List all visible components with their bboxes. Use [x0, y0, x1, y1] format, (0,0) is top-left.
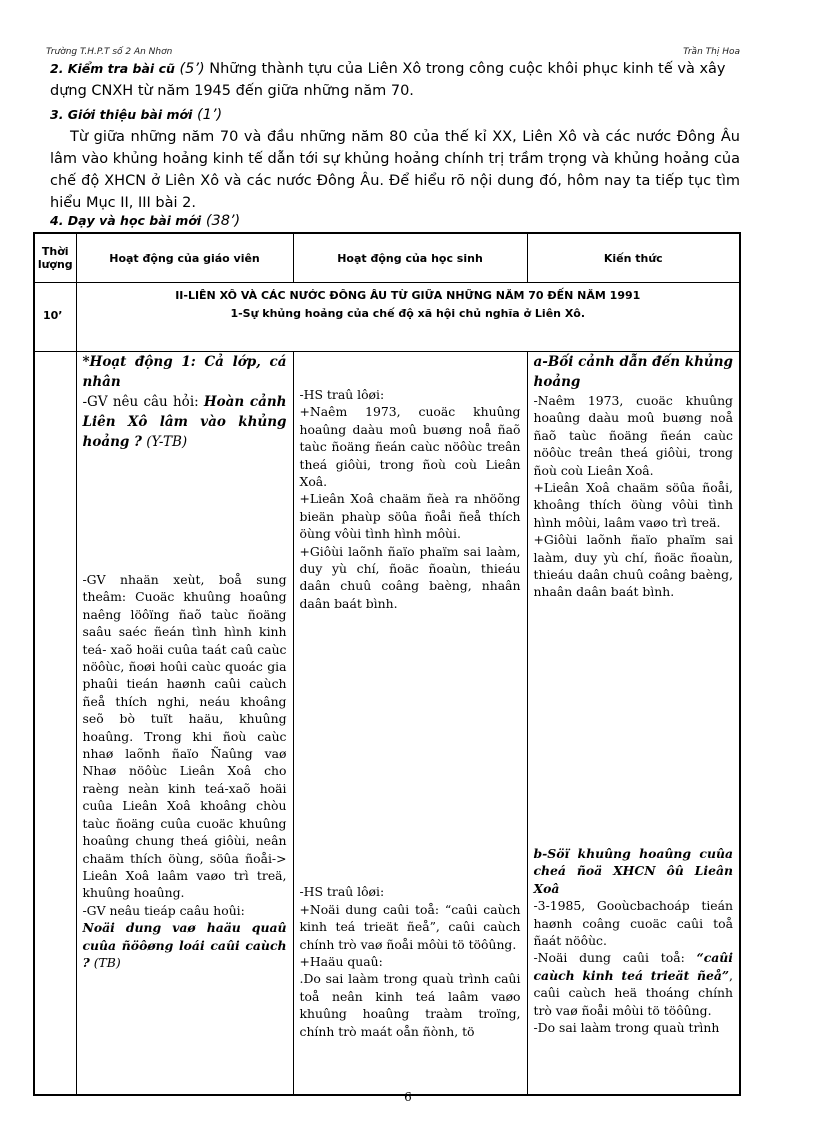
section-title-main: II-LIÊN XÔ VÀ CÁC NƯỚC ĐÔNG ÂU TỪ GIỮA NHỮNG NĂM 70 ĐẾN NĂM 1991	[175, 289, 641, 302]
student-answer-1b: +Lieân Xoâ chaäm ñeà ra nhöõng bieän phaùp söûa ñoåi ñeå thích öùng vôùi tình hình môùi.	[299, 491, 521, 542]
section-title	[76, 283, 740, 352]
teacher-question-2	[83, 919, 287, 971]
teacher-question-1	[83, 392, 287, 452]
knowledge-a2: +Lieân Xoâ chaäm söûa ñoåi, khoâng thích öùng vôùi tình hình môùi, laâm vaøo trì treä.	[533, 480, 733, 530]
page-number: 6	[404, 1090, 412, 1104]
teacher-activity	[76, 352, 293, 1096]
col-header-knowledge: Kiến thức	[527, 233, 740, 283]
col-header-teacher: Hoạt động của giáo viên	[76, 233, 293, 283]
lesson-table	[33, 232, 741, 1096]
section-3-time: (1’)	[196, 107, 223, 123]
col-header-student: Hoạt động của học sinh	[293, 233, 527, 283]
section-4-heading	[50, 210, 740, 232]
student-activity	[293, 352, 527, 1096]
student-answer-2b-label: +Haäu quaû:	[299, 953, 383, 969]
teacher-activity-heading: *Hoạt động 1: Cả lớp, cá nhân	[82, 354, 287, 390]
knowledge-b2-rest: , caûi caùch heä thoáng chính trò vaø ñoåi môùi tö töôûng.	[533, 967, 733, 1018]
knowledge-a3: +Giôùi laõnh ñaïo phaïm sai laàm, duy yù chí, ñoäc ñoaùn, thieáu daân chuû coâng baèng, nhaân daân baát bình.	[533, 532, 733, 600]
header-author: Trần Thị Hoa	[683, 47, 740, 57]
col-header-time: Thời lượng	[34, 233, 76, 283]
knowledge-a1: -Naêm 1973, cuoäc khuûng hoaûng daàu moû buøng noå ñaõ taùc ñoäng ñeán caùc nöôùc treân theá giôùi, trong ñoù coù Lieân Xoâ.	[533, 393, 733, 478]
teacher-question-1-text: Hoàn cảnh Liên Xô lâm vào khủng hoảng ?	[82, 394, 287, 450]
section-3-label: 3. Giới thiệu bài mới	[50, 107, 193, 122]
knowledge-heading-b: b-Söï khuûng hoaûng cuûa cheá ñoä XHCN ôû Lieân Xoâ	[533, 845, 733, 896]
teacher-question-2-lead: -GV neâu tieáp caâu hoûi:	[82, 902, 245, 918]
teacher-question-2-level: (TB)	[89, 954, 121, 970]
student-answer-1c: +Giôùi laõnh ñaïo phaïm sai laàm, duy yù chí, ñoäc ñoaùn, thieáu daân chuû coâng baèng, nhaân daân baát bình.	[299, 543, 521, 611]
section-2-label: 2. Kiểm tra bài cũ	[50, 61, 175, 76]
student-answer-2b: .Do sai laàm trong quaù trình caûi toå neân kinh teá laâm vaøo khuûng hoaûng traàm troïng, chính trò maát oån ñònh, tö	[299, 971, 521, 1039]
time-cell-empty	[34, 352, 76, 1096]
section-2	[50, 58, 740, 102]
teacher-question-1-level: (Y-TB)	[146, 434, 188, 450]
section-3-heading	[50, 104, 740, 126]
section-2-time: (5’)	[179, 61, 205, 77]
student-answer-2a: +Noäi dung caûi toå: “caûi caùch kinh teá trieät ñeå”, caûi caùch chính trò vaø ñoåi môùi tö töôûng.	[299, 901, 521, 952]
section-4-time: (38’)	[205, 213, 241, 229]
knowledge-heading-a: a-Bối cảnh dẫn đến khủng hoảng	[533, 354, 733, 390]
teacher-question-1-lead: -GV nêu câu hỏi:	[82, 394, 204, 410]
knowledge-b2-lead: -Noäi dung caûi toå:	[533, 950, 697, 966]
knowledge-b2	[534, 949, 734, 1019]
header-school: Trường T.H.P.T số 2 An Nhơn	[46, 47, 173, 57]
time-value: 10’	[34, 283, 76, 352]
knowledge-b3: -Do sai laàm trong quaù trình	[533, 1019, 720, 1035]
student-answer-1a: +Naêm 1973, cuoäc khuûng hoaûng daàu moû buøng noå ñaõ taùc ñoäng ñeán caùc nöôùc treân theá giôùi, trong ñoù coù Lieân Xoâ.	[299, 404, 521, 490]
knowledge-content	[527, 352, 740, 1096]
section-3-text: Từ giữa những năm 70 và đầu những năm 80 của thế kỉ XX, Liên Xô và các nước Đông Âu lâm vào khủng hoảng kinh tế dẫn tới sự khủng hoảng chính trị trầm trọng và khủng hoảng của chế độ XHCN ở Liên Xô và các nước Đông Âu. Để hiểu rõ nội dung đó, hôm nay ta tiếp tục tìm hiểu Mục II, III bài 2.	[50, 129, 740, 211]
knowledge-b1: -3-1985, Gooùcbachoáp tieán haønh coâng cuoäc caûi toå ñaát nöôùc.	[533, 898, 733, 948]
subsection-title: 1-Sự khủng hoảng của chế độ xã hội chủ nghĩa ở Liên Xô.	[230, 307, 586, 320]
student-answer-1-label: -HS traû lôøi:	[299, 387, 385, 402]
section-2-text: Những thành tựu của Liên Xô trong công cuộc khôi phục kinh tế và xây dựng CNXH từ năm 1945 đến giữa những năm 70.	[50, 61, 726, 99]
section-4-label: 4. Dạy và học bài mới	[50, 213, 202, 228]
teacher-question-2-text: Noäi dung vaø haäu quaû cuûa ñöôøng loái caûi caùch ?	[82, 920, 287, 970]
teacher-comment: -GV nhaän xeùt, boå sung theâm: Cuoäc khuûng hoaûng naêng löôïng ñaõ taùc ñoäng saâu saéc ñeán tình hình kinh teá- xaõ hoäi cuûa taát caû caùc nöôùc, ñoøi hoûi caùc quoác gia phaûi tieán haønh caûi caùch ñeå thích nghi, neáu khoâng seõ bò tuït haäu, khuûng hoaûng. Trong khi ñoù caùc nhaø laõnh ñaïo Ñaûng vaø Nhaø nöôùc Lieân Xoâ cho raèng neàn kinh teá-xaõ hoäi cuûa Lieân Xoâ khoâng chòu taùc ñoäng cuûa cuoäc khuûng hoaûng chung theá giôùi, neân chaäm thích öùng, söûa ñoåi-> Lieân Xoâ laâm vaøo trì treä, khuûng hoaûng.	[82, 572, 287, 901]
student-answer-2-label: -HS traû lôøi:	[299, 884, 385, 900]
knowledge-b2-quote: “caûi caùch kinh teá trieät ñeå”	[533, 950, 733, 983]
